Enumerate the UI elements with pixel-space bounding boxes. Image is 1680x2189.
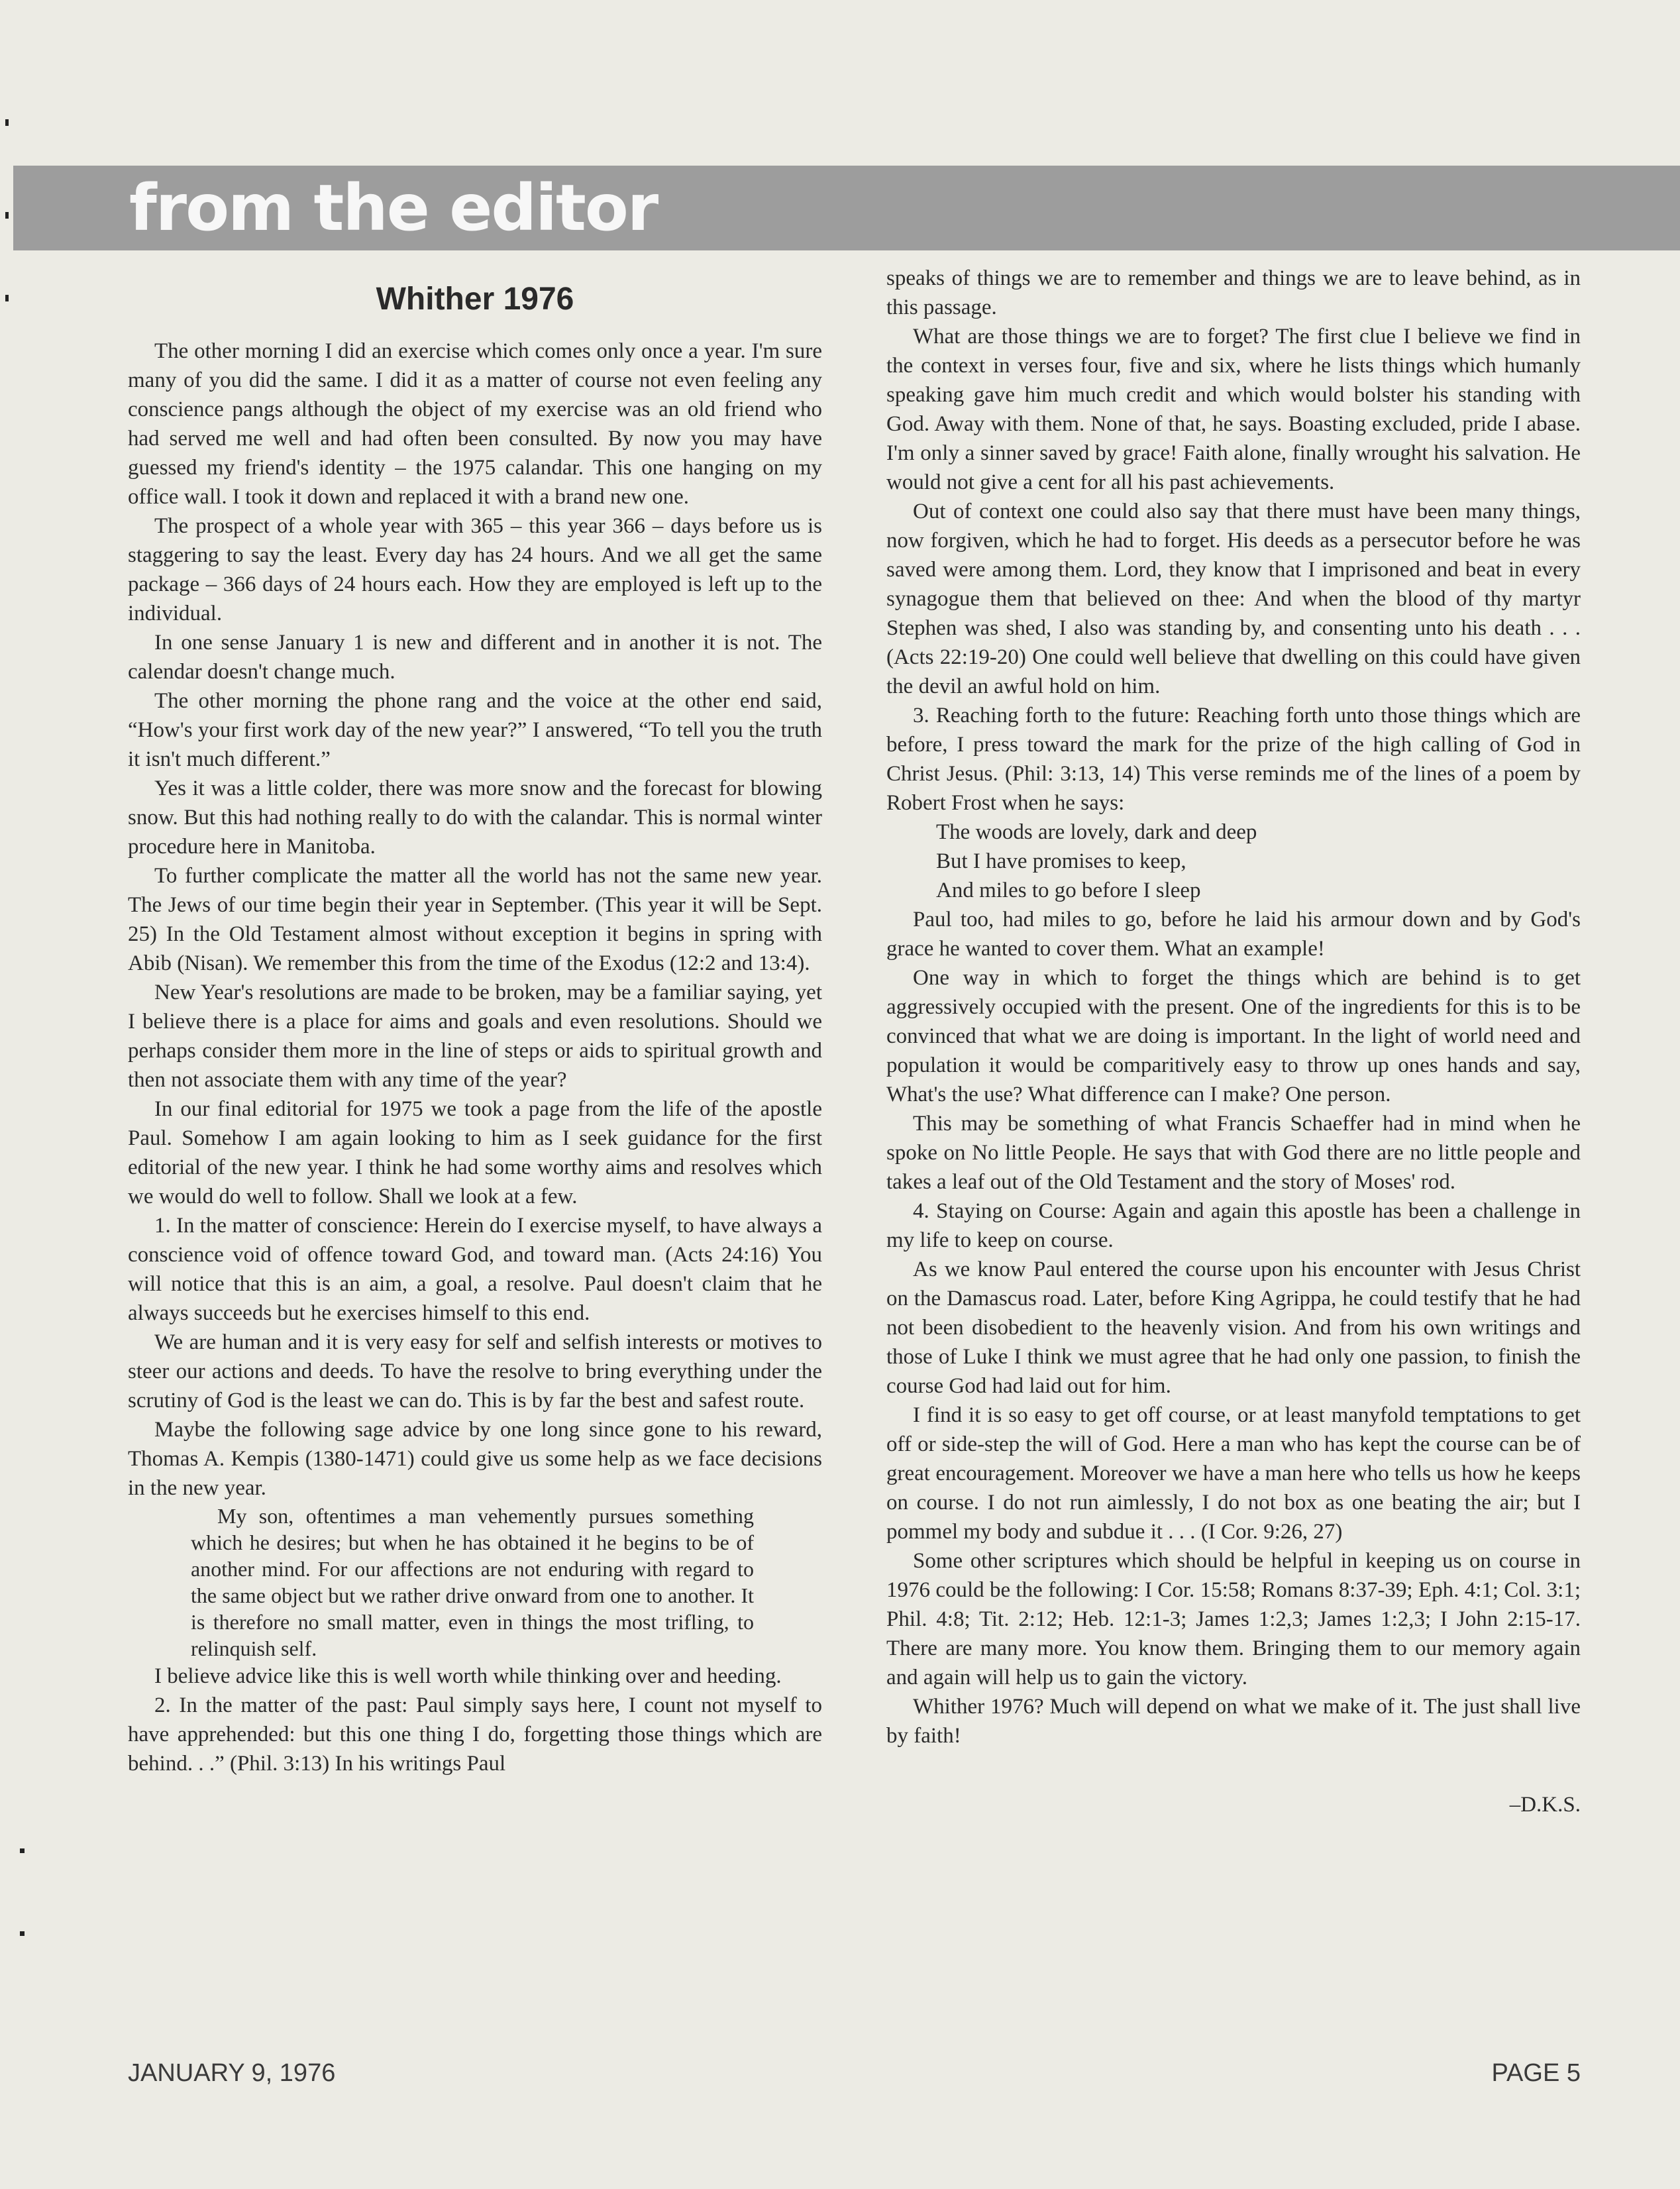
- paragraph: Yes it was a little colder, there was more snow and the forecast for blowing snow. But this had nothing really to do with the calandar. This is normal winter procedure here in Manitoba.: [128, 776, 822, 859]
- paragraph: 3. Reaching forth to the future: Reaching forth unto those things which are before, I press toward the mark for the prize of the high calling of God in Christ Jesus. (Phil: 3:13, 14) This verse reminds me of the lines of a poem by Robert Frost when he says:: [886, 704, 1581, 815]
- paragraph: Maybe the following sage advice by one long since gone to his reward, Thomas A. Kempis (1380-1471) could give us some help as we face decisions in the new year.: [128, 1418, 822, 1500]
- paragraph: Some other scriptures which should be helpful in keeping us on course in 1976 could be the following: I Cor. 15:58; Romans 8:37-39; Eph. 4:1; Col. 3:1; Phil. 4:8; Tit. 2:12; Heb. 12:1-3; James 1:2,3; James 1:2,3; I John 2:15-17. There are many more. You know them. Bringing them to our memory again and again will help us to gain the victory.: [886, 1549, 1581, 1689]
- quote-text: My son, oftentimes a man vehemently pursues something which he desires; but when he has obtained it he begins to be of another mind. For our affections are not enduring with regard to the same object but we rather drive onward from one to another. It is therefore no small matter, even in things the most trifling, to relinquish self.: [191, 1504, 754, 1660]
- paragraph: We are human and it is very easy for self and selfish interests or motives to steer our actions and deeds. To have the resolve to bring everything under the scrutiny of God is the least we can do. This is by far the best and safest route.: [128, 1330, 822, 1413]
- article-column-right: [886, 264, 1581, 1819]
- paragraph: In one sense January 1 is new and different and in another it is not. The calendar doesn't change much.: [128, 631, 822, 684]
- paragraph: This may be something of what Francis Schaeffer had in mind when he spoke on No little People. He says that with God there are no little people and takes a leaf out of the Old Testament and the story of Moses' rod.: [886, 1112, 1581, 1194]
- paragraph: 1. In the matter of conscience: Herein do I exercise myself, to have always a conscience void of offence toward God, and toward man. (Acts 24:16) You will notice that this is an aim, a goal, a resolve. Paul doesn't claim that he always succeeds but he exercises himself to this end.: [128, 1214, 822, 1325]
- paragraph: The other morning the phone rang and the voice at the other end said, “How's your first work day of the new year?” I answered, “To tell you the truth it isn't much different.”: [128, 689, 822, 771]
- issue-date: JANUARY 9, 1976: [128, 2059, 336, 2087]
- paragraph: New Year's resolutions are made to be broken, may be a familiar saying, yet I believe there is a place for aims and goals and even resolutions. Should we perhaps consider them more in the line of steps or aids to spiritual growth and then not associate them with any time of the year?: [128, 981, 822, 1092]
- poem-quote: [936, 818, 1581, 905]
- poem-line: But I have promises to keep,: [936, 849, 1186, 873]
- paragraph: As we know Paul entered the course upon his encounter with Jesus Christ on the Damascus road. Later, before King Agrippa, he could testify that he had not been disobedient to the heavenly vision. And from his own writings and those of Luke I think we must agree that he had only one passion, to finish the course God had laid out for him.: [886, 1257, 1581, 1398]
- page-number: PAGE 5: [1491, 2059, 1581, 2087]
- paragraph: I believe advice like this is well worth while thinking over and heeding.: [154, 1664, 782, 1688]
- paragraph: Paul too, had miles to go, before he laid his armour down and by God's grace he wanted to cover them. What an example!: [886, 908, 1581, 961]
- author-signature: –D.K.S.: [1509, 1793, 1581, 1817]
- paragraph: The prospect of a whole year with 365 – this year 366 – days before us is staggering to say the least. Every day has 24 hours. And we all get the same package – 366 days of 24 hours each. How they are employed is left up to the individual.: [128, 514, 822, 625]
- paragraph: Out of context one could also say that there must have been many things, now forgiven, which he had to forget. His deeds as a persecutor before he was saved were among them. Lord, they know that I imprisoned and beat in every synagogue them that believed on thee: And when the blood of thy martyr Stephen was shed, I also was standing by, and consenting unto his death . . . (Acts 22:19-20) One could well believe that dwelling on this could have given the devil an awful hold on him.: [886, 500, 1581, 698]
- paragraph: I find it is so easy to get off course, or at least manyfold temptations to get off or side-step the will of God. Here a man who has kept the course can be of great encouragement. Moreover we have a man here who tells us how he keeps on course. I do not run aimlessly, I do not box as one beating the air; but I pommel my body and subdue it . . . (I Cor. 9:26, 27): [886, 1403, 1581, 1544]
- poem-line: The woods are lovely, dark and deep: [936, 820, 1257, 844]
- paragraph: To further complicate the matter all the world has not the same new year. The Jews of our time begin their year in September. (This year it will be Sept. 25) In the Old Testament almost without exception it begins in spring with Abib (Nisan). We remember this from the time of the Exodus (12:2 and 13:4).: [128, 864, 822, 975]
- margin-mark: [20, 1931, 25, 1936]
- block-quote: [191, 1503, 754, 1662]
- paragraph: The other morning I did an exercise which comes only once a year. I'm sure many of you did the same. I did it as a matter of course not even feeling any conscience pangs although the object of my exercise was an old friend who had served me well and had often been consulted. By now you may have guessed my friend's identity – the 1975 calandar. This one hanging on my office wall. I took it down and replaced it with a brand new one.: [128, 339, 822, 509]
- margin-mark: [5, 295, 9, 301]
- paragraph: Whither 1976? Much will depend on what we make of it. The just shall live by faith!: [886, 1695, 1581, 1748]
- paragraph: One way in which to forget the things which are behind is to get aggressively occupied with the present. One of the ingredients for this is to be convinced that what we are doing is important. In the light of world need and population it would be comparitively easy to throw up ones hands and say, What's the use? What difference can I make? One person.: [886, 966, 1581, 1106]
- article-column-left: [128, 264, 822, 1778]
- paragraph: In our final editorial for 1975 we took a page from the life of the apostle Paul. Somehow I am again looking to him as I seek guidance for the first editorial of the new year. I think he had some worthy aims and resolves which we would do well to follow. Shall we look at a few.: [128, 1097, 822, 1208]
- paragraph: What are those things we are to forget? The first clue I believe we find in the context in verses four, five and six, where he lists things which humanly speaking gave him much credit and which would bolster his standing with God. Away with them. None of that, he says. Boasting excluded, pride I abase. I'm only a sinner saved by grace! Faith alone, finally wrought his salvation. He would not give a cent for all his past achievements.: [886, 325, 1581, 494]
- paragraph: speaks of things we are to remember and things we are to leave behind, as in this passage.: [886, 266, 1581, 319]
- margin-mark: [5, 212, 9, 219]
- paragraph: 2. In the matter of the past: Paul simply says here, I count not myself to have apprehended: but this one thing I do, forgetting those things which are behind. . .” (Phil. 3:13) In his writings Paul: [128, 1693, 822, 1776]
- margin-mark: [5, 119, 9, 126]
- poem-line: And miles to go before I sleep: [936, 879, 1201, 902]
- paragraph: 4. Staying on Course: Again and again this apostle has been a challenge in my life to keep on course.: [886, 1199, 1581, 1252]
- margin-mark: [20, 1848, 25, 1853]
- article-title: Whither 1976: [376, 282, 574, 317]
- section-title: from the editor: [129, 171, 658, 245]
